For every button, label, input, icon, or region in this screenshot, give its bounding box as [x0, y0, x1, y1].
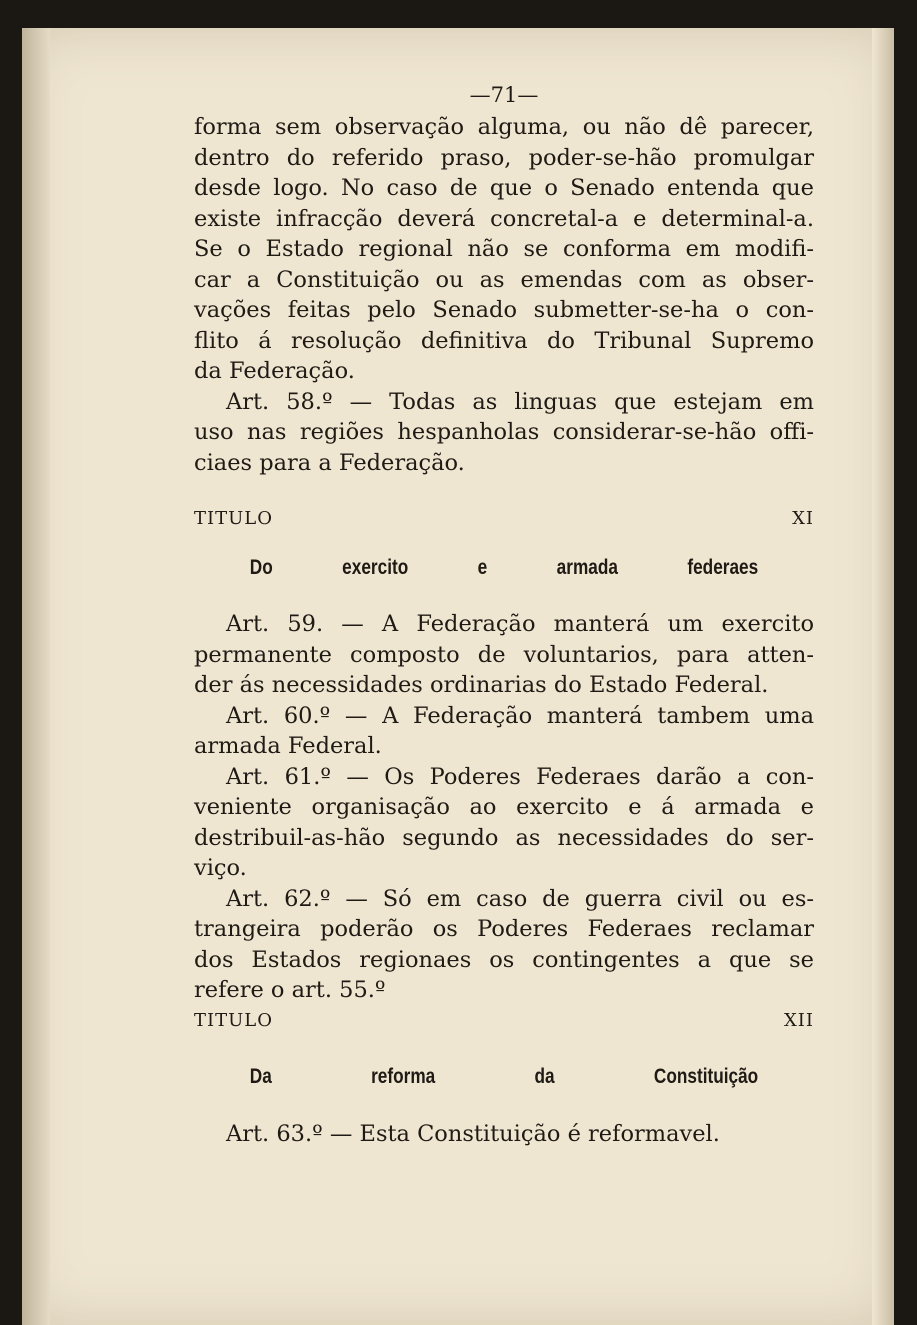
- text-line: viço.: [194, 855, 247, 881]
- text-line: car a Constituição ou as emendas com as obser-: [194, 266, 814, 293]
- text-line: forma sem observação alguma, ou não dê parecer,: [194, 114, 814, 140]
- text-line: ciaes para a Federação.: [194, 449, 465, 476]
- page-text: [194, 78, 814, 1149]
- article-62: [194, 884, 814, 1006]
- page-number: —71—: [469, 83, 539, 107]
- page-gutter: [22, 28, 50, 1325]
- text-line: existe infracção deverá concretal-a e determinal-a.: [194, 205, 814, 232]
- text-line: Art. 61.º — Os Poderes Federaes darão a con-: [226, 763, 814, 790]
- text-line: refere o art. 55.º: [194, 977, 386, 1003]
- text-line: dos Estados regionaes os contingentes a que se: [194, 946, 814, 973]
- book-page: [22, 28, 894, 1325]
- text-line: destribuil-as-hão segundo as necessidades do ser-: [194, 824, 814, 851]
- text-line: vações feitas pelo Senado submetter-se-ha o con-: [194, 297, 814, 323]
- text-line: Se o Estado regional não se conforma em modifi-: [194, 236, 814, 262]
- article-63: Art. 63.º — Esta Constituição é reformavel.: [226, 1120, 720, 1147]
- text-line: armada Federal.: [194, 733, 382, 759]
- text-line: flito á resolução definitiva do Tribunal Supremo: [194, 327, 814, 354]
- text-line: dentro do referido praso, poder-se-hão promulgar: [194, 144, 814, 171]
- text-line: da Federação.: [194, 358, 355, 384]
- text-line: der ás necessidades ordinarias do Estado Federal.: [194, 672, 769, 698]
- text-line: Art. 59. — A Federação manterá um exercito: [226, 611, 814, 637]
- text-line: desde logo. No caso de que o Senado entenda que: [194, 175, 814, 201]
- paragraph-continuation: [194, 112, 814, 387]
- text-line: Art. 58.º — Todas as linguas que estejam em: [226, 388, 814, 415]
- text-line: Art. 60.º — A Federação manterá tambem uma: [226, 702, 814, 729]
- title-xii-subheading: Da reforma da Constituição: [249, 1065, 759, 1088]
- article-59: [194, 609, 814, 701]
- text-line: Art. 62.º — Só em caso de guerra civil ou es-: [226, 885, 814, 912]
- text-line: uso nas regiões hespanholas considerar-se-hão offi-: [194, 419, 814, 445]
- page-edge-shade: [872, 28, 894, 1325]
- title-xii-heading: TITULO XII: [194, 1009, 814, 1031]
- article-61: [194, 762, 814, 884]
- text-line: permanente composto de voluntarios, para atten-: [194, 641, 814, 668]
- text-line: trangeira poderão os Poderes Federaes reclamar: [194, 916, 814, 942]
- text-line: veniente organisação ao exercito e á armada e: [194, 794, 814, 820]
- title-xi-heading: TITULO XI: [194, 508, 814, 529]
- article-58: [194, 387, 814, 479]
- title-xi-subheading: Do exercito e armada federaes: [249, 555, 759, 579]
- article-60: [194, 701, 814, 762]
